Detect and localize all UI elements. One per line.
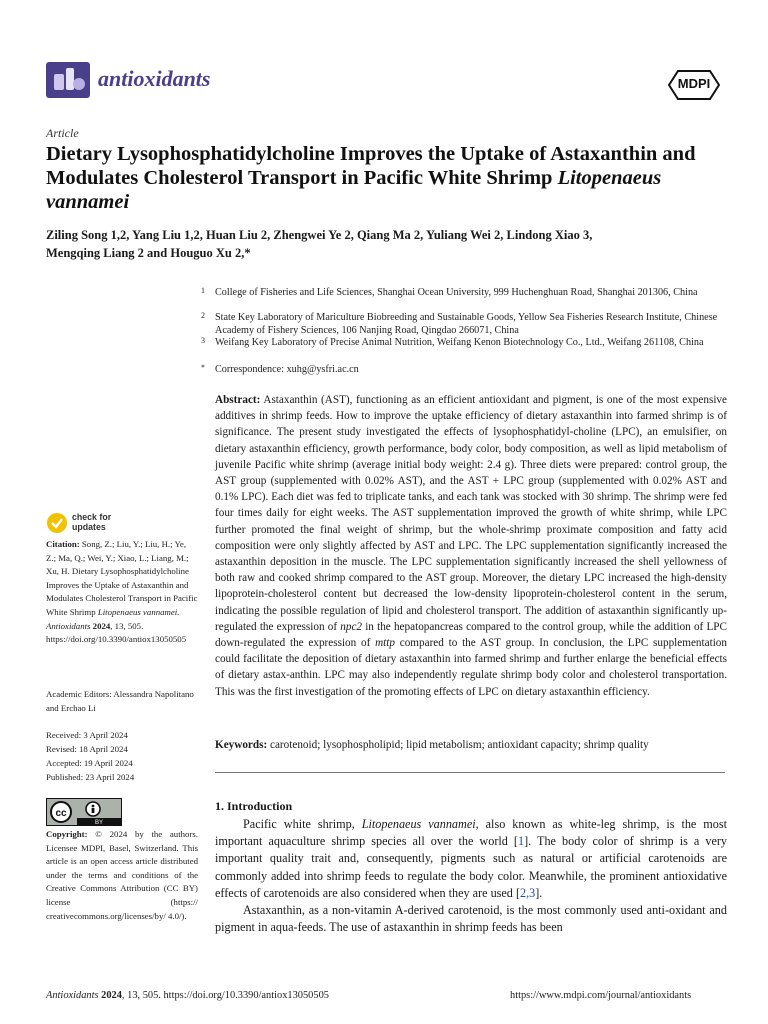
date-published: Published: 23 April 2024 [46, 772, 135, 782]
publisher-logo [668, 70, 720, 100]
svg-text:BY: BY [94, 820, 104, 825]
publisher-name: MDPI [677, 76, 711, 91]
abstract-label: Abstract: [215, 394, 261, 406]
section-divider [215, 772, 725, 773]
reference-link-1[interactable]: 1 [517, 834, 525, 849]
authors-line-2[interactable]: Mengqing Liang 2 and Houguo Xu 2,* [46, 246, 251, 260]
date-revised: Revised: 18 April 2024 [46, 744, 128, 754]
check-updates-icon [46, 512, 68, 534]
copyright-notice: Copyright: © 2024 by the authors. Licensee MDPI, Basel, Switzerland. This article is an open access article distributed under the terms and conditions of the Creative Commons Attribution (CC BY) license (https:// creativecommons.org/licenses/by/ 4.0/). [46, 829, 198, 921]
title-species: Litopenaeus vannamei [46, 167, 662, 213]
keywords: Keywords: carotenoid; lysophospholipid; lipid metabolism; antioxidant capacity; shrimp quality [215, 739, 649, 751]
introduction-heading: 1. Introduction [215, 799, 293, 813]
cc-by-license-icon[interactable] [46, 798, 122, 826]
academic-editors: Academic Editors: Alessandra Napolitano and Erchao Li [46, 689, 194, 713]
reference-link-2-3[interactable]: 2,3 [520, 885, 536, 900]
svg-text:cc: cc [55, 808, 67, 819]
date-accepted: Accepted: 19 April 2024 [46, 758, 133, 768]
introduction-body [215, 816, 727, 936]
correspondence: * Correspondence: xuhg@ysfri.ac.cn [201, 363, 359, 375]
author-list [46, 226, 726, 262]
intro-paragraph-1: Pacific white shrimp, Litopenaeus vannamei, also known as white-leg shrimp, is the most important aquaculture shrimp species all over the world [1]. The body color of shrimp is a very important quality trait and, consequently, pigments such as natural or artificial carotenoids are commonly added into shrimp feeds to regulate the body color. Meanwhile, the prominent antioxidative effects of carotenoids are also considered when they are used [2,3]. [215, 817, 728, 900]
title-main: Dietary Lysophosphatidylcholine Improves the Uptake of Astaxanthin and Modulates Cholesterol Transport in Pacific White Shrimp [46, 143, 696, 189]
article-type: Article [46, 126, 79, 140]
affiliation-2: 2 State Key Laboratory of Mariculture Biobreeding and Sustainable Goods, Yellow Sea Fisheries Research Institute, Chinese Academy of Fishery Sciences, 106 Nanjing Road, Qingdao 266071, China [201, 311, 718, 337]
affiliation-1: 1 College of Fisheries and Life Sciences, Shanghai Ocean University, 999 Huchenghuan Road, Shanghai 201306, China [201, 286, 698, 298]
abstract: Abstract: Astaxanthin (AST), functioning as an efficient antioxidant and pigment, is one of the most expensive additives in shrimp feeds. How to improve the uptake efficiency of dietary astaxanthin into farmed shrimp is of significance. The present study investigated the effects of lysophosphatidyl-choline (LPC), an emulsifier, on dietary astaxanthin efficiency, growth performance, body color, body composition, as well as lipid metabolism of juvenile Pacific white shrimp (average initial body weight: 2.4 g). Three diets were prepared: control group, the AST group (supplemented with 0.02% AST), and the AST + LPC group (supplemented with 0.02% AST and 0.1% LPC). Each diet was fed to triplicate tanks, and each tank was stocked with 30 shrimp. The shrimp were fed four times daily for eight weeks. The AST supplementation improved the growth of white shrimp, while LPC further promoted the final weight of shrimp, but the whole-shrimp proximate composition and fatty acid composition were only slightly affected by AST and LPC. The LPC supplementation significantly increased the astaxanthin deposition in the muscle. The LPC supplementation significantly increased the shell yellowness of both raw and cooked shrimp compared to the AST group. Moreover, the dietary LPC increased the high-density lipoprotein-cholesterol content but decreased the low-density lipoprotein-cholesterol content in the serum, indicating the possible regulation of lipid and cholesterol transport. The addition of astaxanthin significantly up-regulated the expression of npc2 in the hepatopancreas compared to the control group, while the addition of LPC down-regulated the expression of mttp compared to the AST group. In conclusion, the LPC supplementation could facilitate the deposition of dietary astaxanthin into farmed shrimp and further enlarge the beneficial effects of dietary astax-anthin. LPC may also independently regulate shrimp body color and cholesterol transportation. This was the first investigation of the promoting effects of LPC on dietary astaxanthin efficiency. [215, 394, 727, 698]
keywords-label: Keywords: [215, 739, 268, 751]
authors-line-1[interactable]: Ziling Song 1,2, Yang Liu 1,2, Huan Liu 2, Zhengwei Ye 2, Qiang Ma 2, Yuliang Wei 2, Lindong Xiao 3, [46, 228, 593, 242]
citation-block: Citation: Song, Z.; Liu, Y.; Liu, H.; Ye, Z.; Ma, Q.; Wei, Y.; Xiao, L.; Liang, M.; Xu, H. Dietary Lysophosphatidylcholine Improves the Uptake of Astaxanthin and Modulates Cholesterol Transport in Pacific White Shrimp Litopenaeus vannamei. Antioxidants 2024, 13, 505. https://doi.org/10.3390/antiox13050505 [46, 539, 198, 645]
affiliation-3: 3 Weifang Key Laboratory of Precise Animal Nutrition, Weifang Kenon Biotechnology Co., Ltd., Weifang 261108, China [201, 336, 704, 348]
journal-name: antioxidants [98, 66, 211, 91]
footer-citation: Antioxidants 2024, 13, 505. https://doi.org/10.3390/antiox13050505 [46, 990, 329, 1001]
intro-paragraph-2: Astaxanthin, as a non-vitamin A-derived carotenoid, is the most commonly used anti-oxidant and pigment in aqua-feeds. The use of astaxanthin in shrimp feeds has been [215, 903, 727, 935]
article-title [46, 142, 726, 214]
footer-journal-url[interactable]: https://www.mdpi.com/journal/antioxidants [510, 990, 692, 1001]
citation-doi-link[interactable]: https://doi.org/10.3390/antiox13050505 [46, 634, 187, 645]
check-for-updates-button[interactable]: check for updates [46, 512, 166, 538]
date-received: Received: 3 April 2024 [46, 730, 128, 740]
journal-logo-icon [46, 62, 90, 98]
